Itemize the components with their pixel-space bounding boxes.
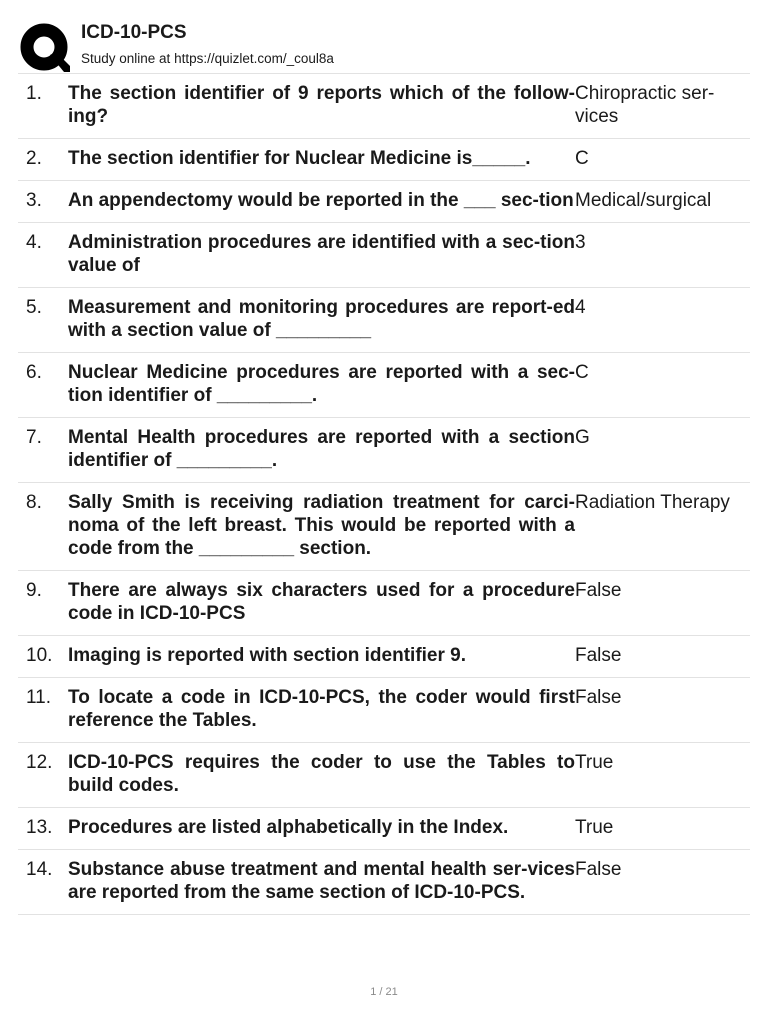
study-online-link-text[interactable]: Study online at https://quizlet.com/_coul8a	[81, 51, 334, 66]
card-number: 10.	[26, 645, 53, 666]
card-definition: Medical/surgical	[575, 190, 712, 211]
card-term: Nuclear Medicine procedures are reported with a sec-tion identifier of _________.	[68, 362, 575, 406]
page-number: 1 / 21	[370, 986, 398, 998]
card-term: Substance abuse treatment and mental health ser-vices are reported from the same section of ICD-10-PCS.	[68, 859, 575, 903]
flashcard-row	[18, 808, 750, 850]
card-definition: False	[575, 645, 622, 666]
card-definition: True	[575, 752, 614, 773]
flashcard-row	[18, 74, 750, 139]
card-term: Administration procedures are identified with a sec-tion value of	[68, 232, 575, 276]
flashcard-row	[18, 139, 750, 181]
flashcard-row	[18, 288, 750, 353]
flashcard-row	[18, 678, 750, 743]
card-term: Procedures are listed alphabetically in the Index.	[68, 817, 509, 838]
card-term: The section identifier for Nuclear Medicine is_____.	[68, 148, 531, 169]
flashcard-row	[18, 223, 750, 288]
card-number: 2.	[26, 148, 42, 169]
card-definition: 4	[575, 297, 586, 318]
flashcard-row	[18, 181, 750, 223]
card-number: 9.	[26, 580, 42, 601]
card-number: 14.	[26, 859, 53, 880]
document-header	[18, 18, 750, 72]
card-number: 6.	[26, 362, 42, 383]
flashcard-row	[18, 483, 750, 571]
card-definition: False	[575, 687, 622, 708]
card-term: An appendectomy would be reported in the ___ sec-tion	[68, 190, 574, 211]
card-number: 7.	[26, 427, 42, 448]
card-term: To locate a code in ICD-10-PCS, the coder would first reference the Tables.	[68, 687, 575, 731]
card-definition: Radiation Therapy	[575, 492, 730, 513]
card-number: 5.	[26, 297, 42, 318]
flashcard-row	[18, 353, 750, 418]
flashcard-row	[18, 636, 750, 678]
card-definition: True	[575, 817, 614, 838]
card-definition: Chiropractic ser- vices	[575, 83, 715, 127]
flashcard-row	[18, 743, 750, 808]
set-title: ICD-10-PCS	[81, 22, 187, 43]
card-number: 13.	[26, 817, 53, 838]
flashcard-row	[18, 571, 750, 636]
quizlet-q-logo-icon	[20, 22, 70, 76]
flashcard-list	[18, 73, 750, 915]
card-definition: G	[575, 427, 590, 448]
card-term: Measurement and monitoring procedures are report-ed with a section value of _________	[68, 297, 575, 341]
flashcard-row	[18, 850, 750, 915]
card-number: 3.	[26, 190, 42, 211]
card-definition: False	[575, 859, 622, 880]
card-term: There are always six characters used for a procedure code in ICD-10-PCS	[68, 580, 575, 624]
card-definition: False	[575, 580, 622, 601]
card-number: 11.	[26, 687, 52, 708]
card-term: ICD-10-PCS requires the coder to use the Tables to build codes.	[68, 752, 575, 796]
card-term: Mental Health procedures are reported with a section identifier of _________.	[68, 427, 575, 471]
card-term: Sally Smith is receiving radiation treatment for carci-noma of the left breast. This would be reported with a code from the _________ section.	[68, 492, 575, 559]
card-definition: C	[575, 362, 589, 383]
flashcard-row	[18, 418, 750, 483]
card-number: 8.	[26, 492, 42, 513]
card-number: 4.	[26, 232, 42, 253]
card-definition: 3	[575, 232, 586, 253]
card-term: Imaging is reported with section identifier 9.	[68, 645, 467, 666]
card-number: 1.	[26, 83, 42, 104]
card-definition: C	[575, 148, 589, 169]
card-number: 12.	[26, 752, 53, 773]
card-term: The section identifier of 9 reports which of the follow-ing?	[68, 83, 575, 127]
